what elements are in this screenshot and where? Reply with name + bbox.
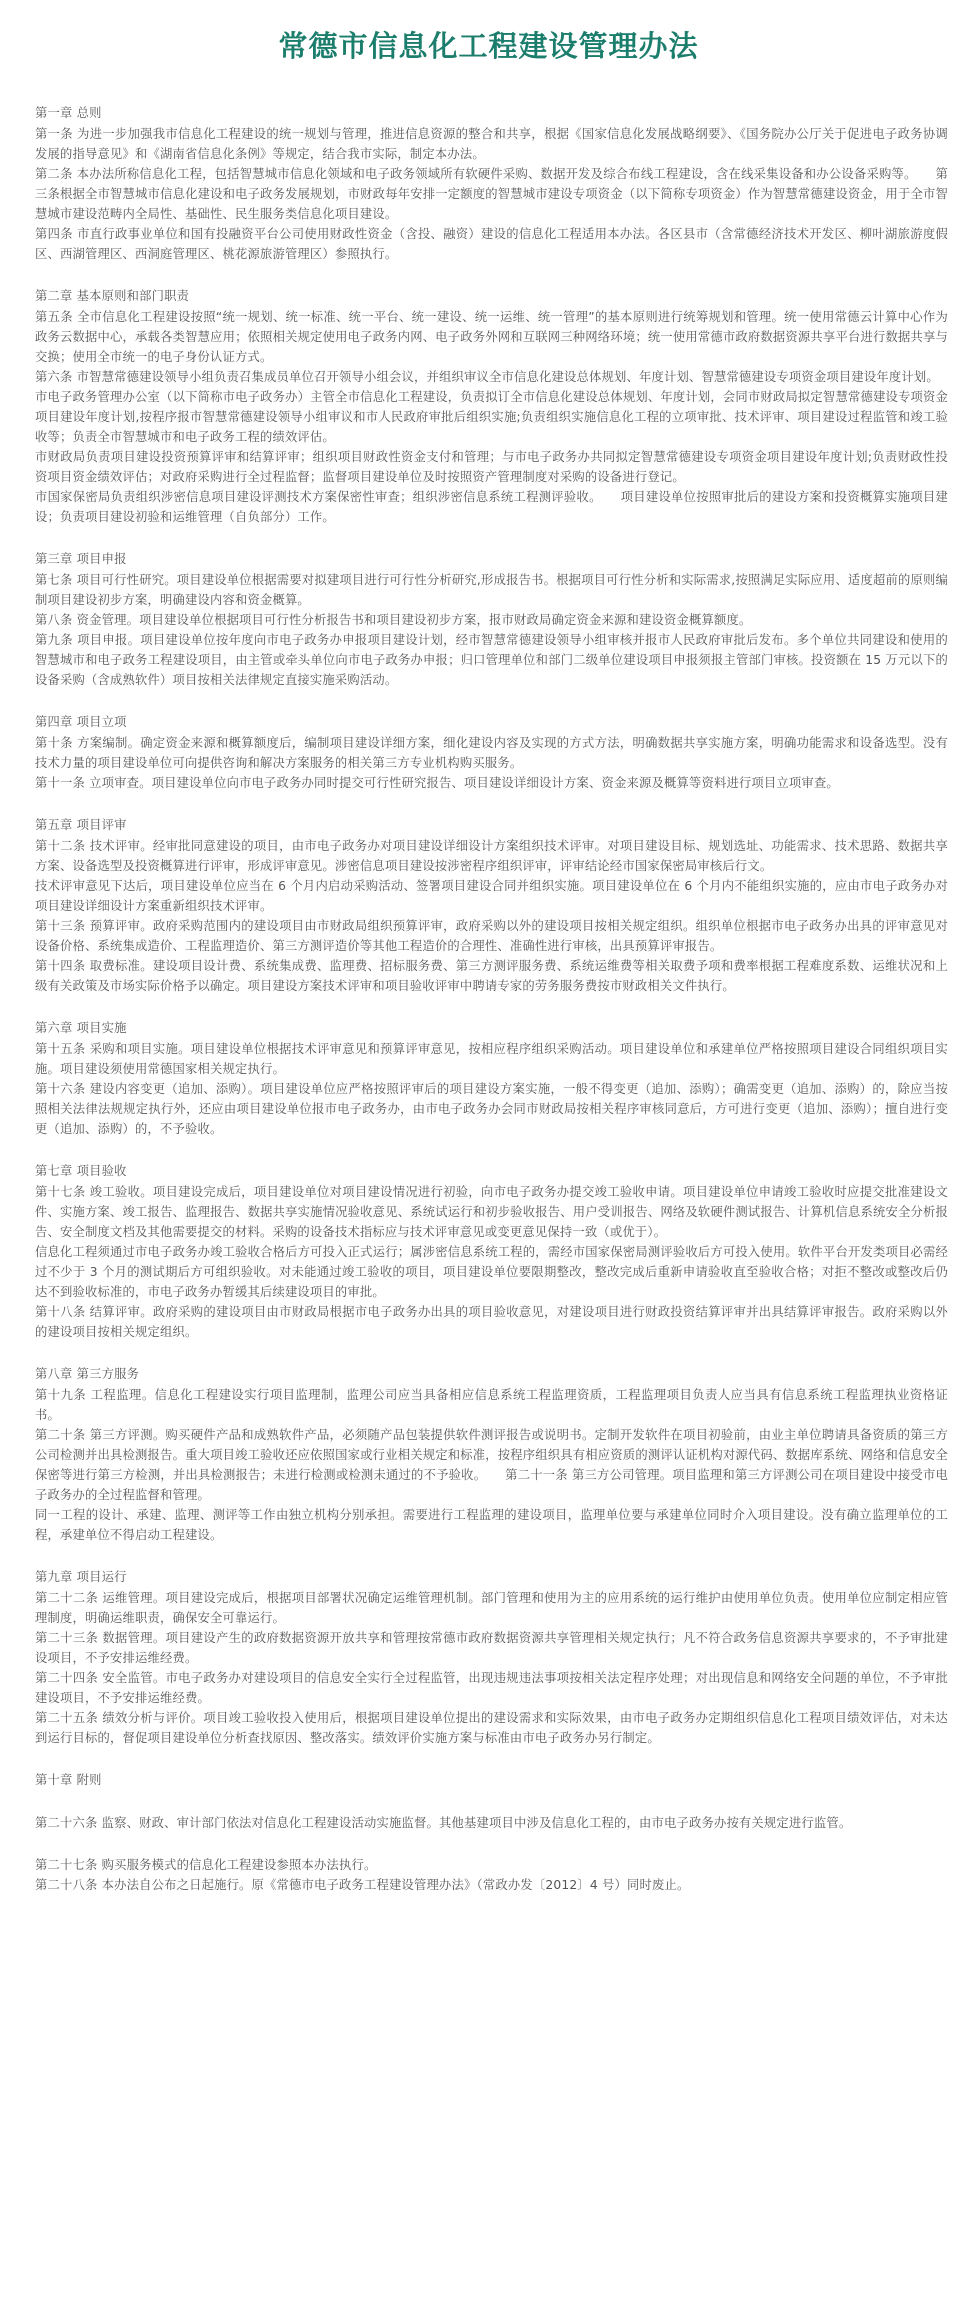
chapter-heading: 第二章 基本原则和部门职责 — [35, 289, 190, 303]
chapter-heading: 第九章 项目运行 — [35, 1570, 127, 1584]
chapter-section — [35, 1364, 948, 1545]
article-paragraph: 第八条 资金管理。项目建设单位根据项目可行性分析报告书和项目建设初步方案，报市财政局确定资金来源和建设资金概算额度。 — [35, 613, 752, 627]
article-paragraph: 第二十条 第三方评测。购买硬件产品和成熟软件产品，必须随产品包装提供软件测评报告或说明书。定制开发软件在项目初验前，由业主单位聘请具备资质的第三方公司检测并出具检测报告。重大项目竣工验收还应依照国家或行业相关规定和标准，按程序组织具有相应资质的测评认证机构对源代码、数据库系统、网络和信息安全保密等进行第三方检测，并出具检测报告；未进行检测或检测未通过的不予验收。 第二十一条 第三方公司管理。项目监理和第三方评测公司在项目建设中接受市电子政务办的全过程监督和管理。 — [35, 1428, 948, 1502]
article-paragraph: 第十四条 取费标准。建设项目设计费、系统集成费、监理费、招标服务费、第三方测评服务费、系统运维费等相关取费予项和费率根据工程难度系数、运维状况和上级有关政策及市场实际价格予以确定。项目建设方案技术评审和项目验收评审中聘请专家的劳务服务费按市财政相关文件执行。 — [35, 959, 948, 993]
chapter-heading: 第一章 总则 — [35, 106, 102, 120]
article-paragraph: 第九条 项目申报。项目建设单位按年度向市电子政务办申报项目建设计划，经市智慧常德建设领导小组审核并报市人民政府审批后发布。多个单位共同建设和使用的智慧城市和电子政务工程建设项目，由主管或牵头单位向市电子政务办申报；归口管理单位和部门二级单位建设项目申报须报主管部门审核。投资额在 15 万元以下的设备采购（含成熟软件）项目按相关法律规定直接实施采购活动。 — [35, 633, 948, 687]
article-paragraph: 第一条 为进一步加强我市信息化工程建设的统一规划与管理，推进信息资源的整合和共享，根据《国家信息化发展战略纲要》、《国务院办公厅关于促进电子政务协调发展的指导意见》和《湖南省信息化条例》等规定，结合我市实际，制定本办法。 — [35, 127, 948, 161]
article-paragraph: 第十七条 竣工验收。项目建设完成后，项目建设单位对项目建设情况进行初验，向市电子政务办提交竣工验收申请。项目建设单位申请竣工验收时应提交批准建设文件、实施方案、竣工报告、监理报告、数据共享实施情况验收意见、系统试运行和初步验收报告、用户受训报告、网络及软硬件测试报告、计算机信息系统安全分析报告、安全制度文档及其他需要提交的材料。采购的设备技术指标应与技术评审意见或变更意见保持一致（或优于）。 — [35, 1185, 948, 1239]
chapter-section — [35, 1567, 948, 1748]
chapter-section — [35, 286, 948, 527]
article-paragraph: 第二十二条 运维管理。项目建设完成后，根据项目部署状况确定运维管理机制。部门管理和使用为主的应用系统的运行维护由使用单位负责。使用单位应制定相应管理制度，明确运维职责，确保安全可靠运行。 — [35, 1591, 948, 1625]
article-paragraph: 第十六条 建设内容变更（追加、添购）。项目建设单位应严格按照评审后的项目建设方案实施，一般不得变更（追加、添购）；确需变更（追加、添购）的，除应当按照相关法律法规规定执行外，还应由项目建设单位报市电子政务办，由市电子政务办会同市财政局按相关程序审核同意后，方可进行变更（追加、添购）；擅自进行变更（追加、添购）的，不予验收。 — [35, 1082, 948, 1136]
article-paragraph: 信息化工程须通过市电子政务办竣工验收合格后方可投入正式运行；属涉密信息系统工程的，需经市国家保密局测评验收后方可投入使用。软件平台开发类项目必需经过不少于 3 个月的测试期后方可组织验收。对未能通过竣工验收的项目，项目建设单位要限期整改，整改完成后重新申请验收直至验收合格；对拒不整改或整改后仍达不到验收标准的，市电子政务办暂缓其后续建设项目的审批。 — [35, 1245, 948, 1299]
chapter-section — [35, 1018, 948, 1139]
article-paragraph: 市电子政务管理办公室（以下简称市电子政务办）主管全市信息化工程建设，负责拟订全市信息化建设总体规划、年度计划，会同市财政局拟定智慧常德建设专项资金项目建设年度计划,按程序报市智慧常德建设领导小组审议和市人民政府审批后组织实施;负责组织实施信息化工程的立项审批、技术评审、项目建设过程监管和竣工验收等；负责全市智慧城市和电子政务工程的绩效评估。 — [35, 390, 948, 444]
article-paragraph: 第十九条 工程监理。信息化工程建设实行项目监理制，监理公司应当具备相应信息系统工程监理资质，工程监理项目负责人应当具有信息系统工程监理执业资格证书。 — [35, 1388, 948, 1422]
paragraph-spacer — [35, 1791, 948, 1813]
article-paragraph: 第十二条 技术评审。经审批同意建设的项目，由市电子政务办对项目建设详细设计方案组织技术评审。对项目建设目标、规划选址、功能需求、技术思路、数据共享方案、设备选型及投资概算进行评审，形成评审意见。涉密信息项目建设按涉密程序组织评审，评审结论经市国家保密局审核后行文。 — [35, 839, 948, 873]
article-paragraph: 技术评审意见下达后，项目建设单位应当在 6 个月内启动采购活动、签署项目建设合同并组织实施。项目建设单位在 6 个月内不能组织实施的，应由市电子政务办对项目建设详细设计方案重新组织技术评审。 — [35, 879, 948, 913]
chapter-heading: 第十章 附则 — [35, 1773, 102, 1787]
chapter-heading: 第四章 项目立项 — [35, 715, 127, 729]
chapter-section — [35, 1161, 948, 1342]
article-paragraph: 市国家保密局负责组织涉密信息项目建设评测技术方案保密性审查；组织涉密信息系统工程测评验收。 项目建设单位按照审批后的建设方案和投资概算实施项目建设；负责项目建设初验和运维管理（自负部分）工作。 — [35, 490, 948, 524]
article-paragraph: 市财政局负责项目建设投资预算评审和结算评审；组织项目财政性资金支付和管理；与市电子政务办共同拟定智慧常德建设专项资金项目建设年度计划;负责财政性投资项目资金绩效评估；对政府采购进行全过程监督；监督项目建设单位及时按照资产管理制度对采购的设备进行登记。 — [35, 450, 948, 484]
article-paragraph: 第十一条 立项审查。项目建设单位向市电子政务办同时提交可行性研究报告、项目建设详细设计方案、资金来源及概算等资料进行项目立项审查。 — [35, 776, 839, 790]
chapter-section — [35, 549, 948, 690]
article-paragraph: 第二十七条 购买服务模式的信息化工程建设参照本办法执行。 — [35, 1858, 377, 1872]
chapter-section — [35, 103, 948, 264]
article-paragraph: 第七条 项目可行性研究。项目建设单位根据需要对拟建项目进行可行性分析研究,形成报告书。根据项目可行性分析和实际需求,按照满足实际应用、适度超前的原则编制项目建设初步方案，明确建设内容和资金概算。 — [35, 573, 948, 607]
article-paragraph: 第二十五条 绩效分析与评价。项目竣工验收投入使用后，根据项目建设单位提出的建设需求和实际效果，由市电子政务办定期组织信息化工程项目绩效评估，对未达到运行目标的，督促项目建设单位分析查找原因、整改落实。绩效评价实施方案与标准由市电子政务办另行制定。 — [35, 1711, 948, 1745]
chapter-section — [35, 1770, 948, 1895]
article-paragraph: 第二条 本办法所称信息化工程，包括智慧城市信息化领域和电子政务领域所有软硬件采购、数据开发及综合布线工程建设，含在线采集设备和办公设备采购等。 第三条根据全市智慧城市信息化建设和电子政务发展规划，市财政每年安排一定额度的智慧城市建设专项资金（以下简称专项资金）作为智慧常德建设资金，用于全市智慧城市建设范畴内全局性、基础性、民生服务类信息化项目建设。 — [35, 167, 948, 221]
document-body — [35, 103, 948, 1895]
chapter-section — [35, 815, 948, 996]
article-paragraph: 第二十三条 数据管理。项目建设产生的政府数据资源开放共享和管理按常德市政府数据资源共享管理相关规定执行；凡不符合政务信息资源共享要求的，不予审批建设项目，不予安排运维经费。 — [35, 1631, 948, 1665]
article-paragraph: 第六条 市智慧常德建设领导小组负责召集成员单位召开领导小组会议，并组织审议全市信息化建设总体规划、年度计划、智慧常德建设专项资金项目建设年度计划。 — [35, 370, 939, 384]
article-paragraph: 第十条 方案编制。确定资金来源和概算额度后，编制项目建设详细方案，细化建设内容及实现的方式方法，明确数据共享实施方案，明确功能需求和设备选型。没有技术力量的项目建设单位可向提供咨询和解决方案服务的相关第三方专业机构购买服务。 — [35, 736, 948, 770]
article-paragraph: 第五条 全市信息化工程建设按照“统一规划、统一标准、统一平台、统一建设、统一运维、统一管理”的基本原则进行统筹规划和管理。统一使用常德云计算中心作为政务云数据中心，承载各类智慧应用；依照相关规定使用电子政务内网、电子政务外网和互联网三种网络环境；统一使用常德市政府数据资源共享平台进行数据共享与交换；使用全市统一的电子身份认证方式。 — [35, 310, 948, 364]
article-paragraph: 第十五条 采购和项目实施。项目建设单位根据技术评审意见和预算评审意见，按相应程序组织采购活动。项目建设单位和承建单位严格按照项目建设合同组织项目实施。项目建设须使用常德国家相关规定执行。 — [35, 1042, 948, 1076]
chapter-heading: 第三章 项目申报 — [35, 552, 127, 566]
chapter-heading: 第八章 第三方服务 — [35, 1367, 140, 1381]
article-paragraph: 第四条 市直行政事业单位和国有投融资平台公司使用财政性资金（含投、融资）建设的信息化工程适用本办法。各区县市（含常德经济技术开发区、柳叶湖旅游度假区、西湖管理区、西洞庭管理区、桃花源旅游管理区）参照执行。 — [35, 227, 948, 261]
chapter-section — [35, 712, 948, 793]
chapter-heading: 第六章 项目实施 — [35, 1021, 127, 1035]
page-title: 常德市信息化工程建设管理办法 — [278, 29, 699, 63]
chapter-heading: 第五章 项目评审 — [35, 818, 127, 832]
article-paragraph: 第十八条 结算评审。政府采购的建设项目由市财政局根据市电子政务办出具的项目验收意见，对建设项目进行财政投资结算评审并出具结算评审报告。政府采购以外的建设项目按相关规定组织。 — [35, 1305, 948, 1339]
article-paragraph: 第十三条 预算评审。政府采购范围内的建设项目由市财政局组织预算评审，政府采购以外的建设项目按相关规定组织。组织单位根据市电子政务办出具的评审意见对设备价格、系统集成造价、工程监理造价、第三方测评造价等其他工程造价的合理性、准确性进行审核，出具预算评审报告。 — [35, 919, 948, 953]
article-paragraph: 第二十四条 安全监管。市电子政务办对建设项目的信息安全实行全过程监管，出现违规违法事项按相关法定程序处理；对出现信息和网络安全问题的单位，不予审批建设项目，不予安排运维经费。 — [35, 1671, 948, 1705]
article-paragraph: 第二十六条 监察、财政、审计部门依法对信息化工程建设活动实施监督。其他基建项目中涉及信息化工程的，由市电子政务办按有关规定进行监管。 — [35, 1816, 852, 1830]
article-paragraph: 第二十八条 本办法自公布之日起施行。原《常德市电子政务工程建设管理办法》（常政办发〔2012〕4 号）同时废止。 — [35, 1878, 690, 1892]
paragraph-spacer — [35, 1833, 948, 1855]
article-paragraph: 同一工程的设计、承建、监理、测评等工作由独立机构分别承担。需要进行工程监理的建设项目，监理单位要与承建单位同时介入项目建设。没有确立监理单位的工程，承建单位不得启动工程建设。 — [35, 1508, 948, 1542]
chapter-heading: 第七章 项目验收 — [35, 1164, 127, 1178]
